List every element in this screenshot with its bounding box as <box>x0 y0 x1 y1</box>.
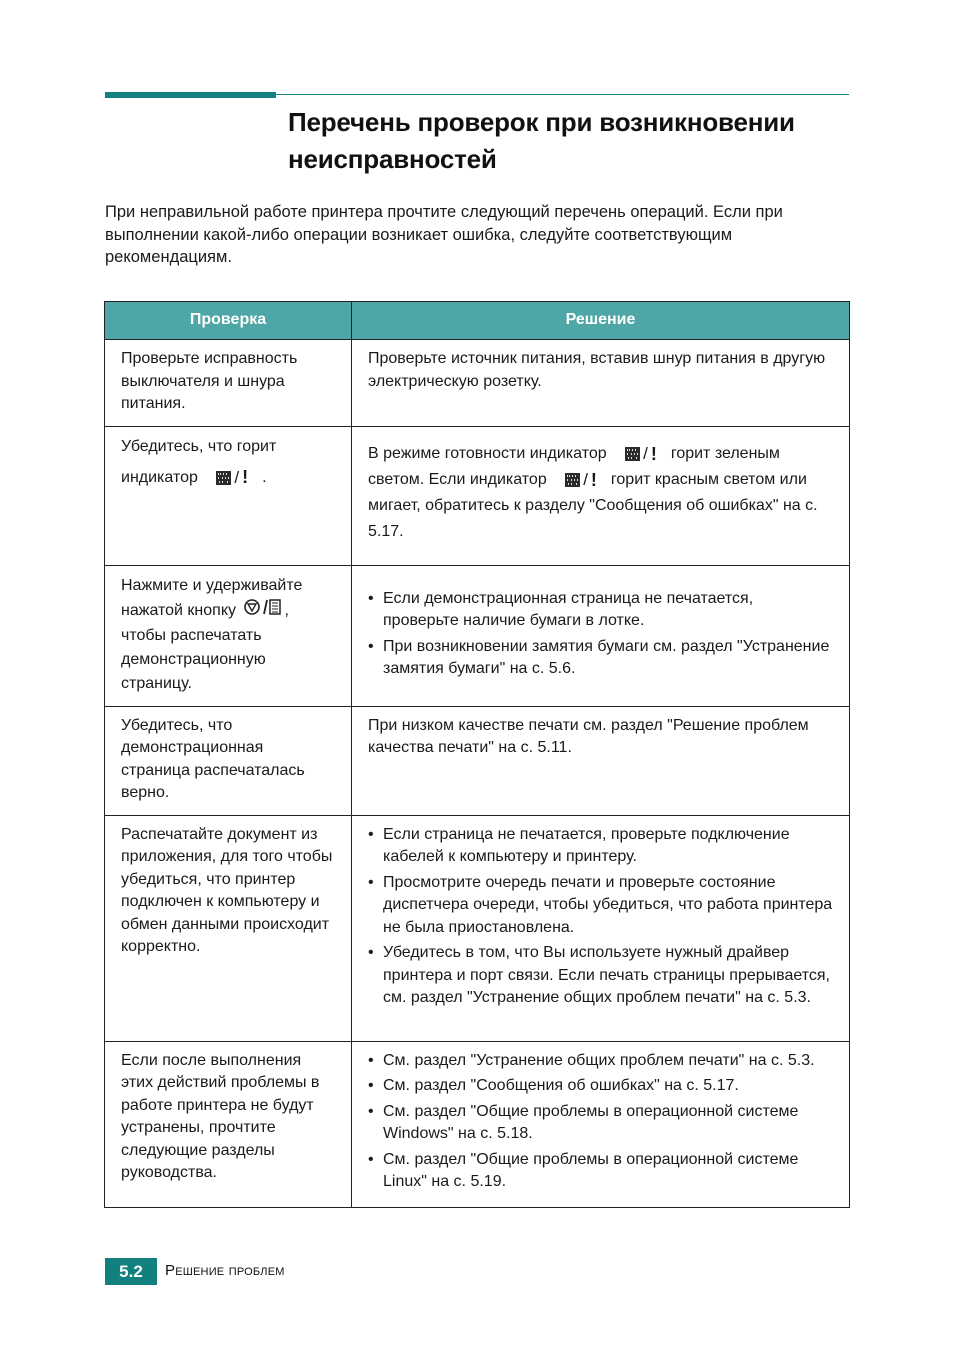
cancel-demo-button-icon <box>244 598 282 624</box>
solution-list <box>368 1050 833 1194</box>
table-header-row <box>105 302 850 340</box>
solution-list <box>368 588 833 681</box>
list-item: • При возникновении замятия бумаги см. раздел "Устранение замятия бумаги" на с. 5.6. <box>368 636 833 681</box>
check-cell: Убедитесь, что демонстрационная страница распечаталась верно. <box>105 706 352 815</box>
table-row <box>105 565 850 706</box>
solution-cell: При низком качестве печати см. раздел "Решение проблем качества печати" на с. 5.11. <box>352 706 850 815</box>
check-text: Убедитесь, что горит индикатор <box>121 437 277 486</box>
table-row <box>105 340 850 427</box>
footer-section-title: Решение проблем <box>165 1262 285 1279</box>
intro-paragraph: При неправильной работе принтера прочтите следующий перечень операций. Если при выполнении какой-либо операции возникает ошибка, следуйте соответствующим рекомендациям. <box>105 203 783 266</box>
table-row <box>105 426 850 565</box>
solution-cell <box>352 1041 850 1207</box>
list-item: • См. раздел "Сообщения об ошибках" на с. 5.17. <box>368 1075 833 1098</box>
solution-list <box>368 824 833 1010</box>
table-row <box>105 1041 850 1207</box>
checklist-table <box>104 301 850 1208</box>
list-item: • Убедитесь в том, что Вы используете нужный драйвер принтера и порт связи. Если печать страницы прерывается, см. раздел "Устранение общих проблем печати" на с. 5.3. <box>368 942 833 1010</box>
list-item: • Если демонстрационная страница не печатается, проверьте наличие бумаги в лотке. <box>368 588 833 633</box>
list-item: • Если страница не печатается, проверьте подключение кабелей к компьютеру и принтеру. <box>368 824 833 869</box>
check-cell: Нажмите и удерживайте нажатой кнопку , чтобы распечатать демонстрационную страницу. <box>105 565 352 706</box>
column-header-solution: Решение <box>352 302 850 340</box>
header-accent-bar <box>105 92 276 98</box>
list-item: • См. раздел "Общие проблемы в операционной системе Linux" на с. 5.19. <box>368 1149 833 1194</box>
check-cell: Убедитесь, что горит индикатор / ! . <box>105 426 352 565</box>
check-cell: Проверьте исправность выключателя и шнура питания. <box>105 340 352 427</box>
page-title: Перечень проверок при возникновении неисправностей <box>288 107 795 174</box>
table-row <box>105 815 850 1041</box>
list-item: • См. раздел "Общие проблемы в операционной системе Windows" на с. 5.18. <box>368 1101 833 1146</box>
page-number-badge: 5.2 <box>105 1258 157 1285</box>
solution-cell: В режиме готовности индикатор / ! горит зеленым светом. Если индикатор / ! горит красным светом или мигает, обратитесь к разделу "Сообщения об ошибках" на с. 5.17. <box>352 426 850 565</box>
header-rule <box>276 94 849 95</box>
list-item: • Просмотрите очередь печати и проверьте состояние диспетчера очереди, чтобы убедиться, что работа принтера не была приостановлена. <box>368 872 833 940</box>
check-cell: Распечатайте документ из приложения, для того чтобы убедиться, что принтер подключен к компьютеру и обмен данными происходит корректно. <box>105 815 352 1041</box>
solution-cell <box>352 815 850 1041</box>
table-row <box>105 706 850 815</box>
check-cell: Если после выполнения этих действий проблемы в работе принтера не будут устранены, прочтите следующие разделы руководства. <box>105 1041 352 1207</box>
list-item: • См. раздел "Устранение общих проблем печати" на с. 5.3. <box>368 1050 833 1073</box>
column-header-check: Проверка <box>105 302 352 340</box>
ready-error-indicator-icon: / ! <box>216 462 248 493</box>
ready-error-indicator-icon: / ! <box>625 441 657 467</box>
solution-cell <box>352 565 850 706</box>
solution-cell: Проверьте источник питания, вставив шнур питания в другую электрическую розетку. <box>352 340 850 427</box>
ready-error-indicator-icon: / ! <box>565 467 597 493</box>
